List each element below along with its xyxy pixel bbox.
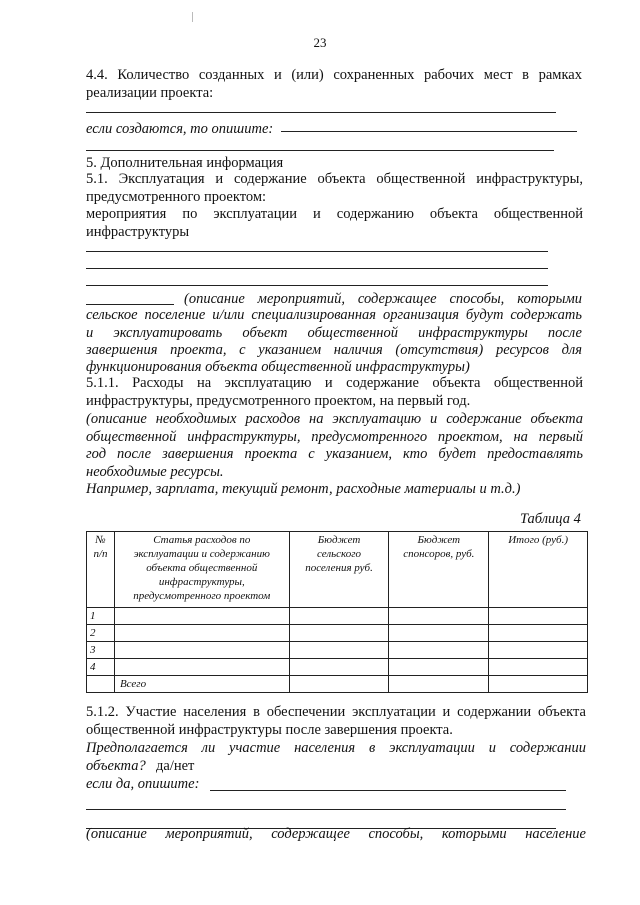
blank-line [281,131,577,132]
expenses-note-line2: общественной инфраструктуры, предусмотренного проектом, на первый [86,429,583,445]
cell-sponsors[interactable] [389,608,489,625]
scan-artifact-line [192,12,193,22]
cell-budget[interactable] [289,659,389,676]
header-expense-item [114,532,289,608]
cell-budget[interactable] [289,642,389,659]
header-sponsors-budget [389,532,489,608]
description-line2: сельское поселение и/или специализированная организация будут содержать [86,307,582,323]
blank-line [86,285,548,286]
blank-line [86,268,548,269]
participation-question-line2: объекта? [86,758,146,774]
table-row [87,659,588,676]
cell-total[interactable] [489,608,588,625]
cell-sponsors-total[interactable] [389,676,489,693]
blank-line [86,251,548,252]
header-item-line5: предусмотренного проектом [133,590,271,602]
participation-question-line1: Предполагается ли участие населения в эксплуатации и содержании [86,740,586,756]
section-5-1-1-line1: 5.1.1. Расходы на эксплуатацию и содержание объекта общественной [86,375,583,391]
blank-line [86,112,556,113]
total-label: Всего [114,676,289,693]
section-5-1-2-line2: общественной инфраструктуры после завершения проекта. [86,722,453,738]
section-5-1-1-line2: инфраструктуры, предусмотренного проектом, на первый год. [86,393,471,409]
table-row [87,625,588,642]
section-5-1-line1: 5.1. Эксплуатация и содержание объекта общественной инфраструктуры, [86,171,583,187]
row-number: 4 [87,659,115,676]
measures-line2: инфраструктуры [86,224,190,240]
cell-total[interactable] [489,625,588,642]
expenses-table [86,531,588,693]
header-total-label: Итого (руб.) [508,534,568,546]
header-item-line4: инфраструктуры, [158,576,245,588]
row-number: 1 [87,608,115,625]
blank-line [210,790,566,791]
section-5-1-line2: предусмотренного проектом: [86,189,267,205]
header-sponsors-line2: спонсоров, руб. [403,548,475,560]
if-created-label: если создаются, то опишите: [86,121,274,137]
participation-answer: да/нет [156,758,195,774]
cell-item[interactable] [114,608,289,625]
cell-sponsors[interactable] [389,642,489,659]
table-header-row [87,532,588,608]
header-number [87,532,115,608]
blank-line [86,150,554,151]
section-4-4-line2: реализации проекта: [86,85,214,101]
cell-budget-total[interactable] [289,676,389,693]
header-budget-line2: сельского [316,548,362,560]
cell-item[interactable] [114,625,289,642]
header-total [489,532,588,608]
cell-item[interactable] [114,659,289,676]
cell-budget[interactable] [289,625,389,642]
row-number-empty [87,676,115,693]
header-settlement-budget [289,532,389,608]
cell-sponsors[interactable] [389,625,489,642]
section-5-1-2-line1: 5.1.2. Участие населения в обеспечении эксплуатации и содержании объекта [86,704,586,720]
blank-line [86,304,174,305]
table-total-row [87,676,588,693]
expenses-example: Например, зарплата, текущий ремонт, расходные материалы и т.д.) [86,481,521,497]
cell-total[interactable] [489,659,588,676]
expenses-note-line4: необходимые ресурсы. [86,464,224,480]
header-budget-line1: Бюджет [317,534,361,546]
table-caption: Таблица 4 [520,511,581,527]
section-5-heading: 5. Дополнительная информация [86,155,284,171]
expenses-note-line3: год после завершения проекта с указанием, кто будет предоставлять [86,446,583,462]
description-line5: функционирования объекта общественной инфраструктуры) [86,359,470,375]
cell-total[interactable] [489,642,588,659]
description-line3: и эксплуатировать объект общественной инфраструктуры после [86,325,582,341]
table-row [87,608,588,625]
cell-budget[interactable] [289,608,389,625]
section-4-4-line1: 4.4. Количество созданных и (или) сохраненных рабочих мест в рамках [86,67,582,83]
cell-sponsors[interactable] [389,659,489,676]
description-line4: завершения проекта, с указанием наличия (отсутствия) ресурсов для [86,342,582,358]
expenses-note-line1: (описание необходимых расходов на эксплуатацию и содержание объекта [86,411,583,427]
header-item-line2: эксплуатации и содержанию [133,548,270,560]
page-number: 23 [313,35,327,50]
row-number: 3 [87,642,115,659]
blank-line [86,809,566,810]
cell-grand-total[interactable] [489,676,588,693]
table-row [87,642,588,659]
description-line1: (описание мероприятий, содержащее способы, которыми [184,291,582,307]
header-item-line3: объекта общественной [146,562,258,574]
header-sponsors-line1: Бюджет [417,534,461,546]
cell-item[interactable] [114,642,289,659]
if-yes-label: если да, опишите: [86,776,200,792]
measures-line1: мероприятия по эксплуатации и содержанию объекта общественной [86,206,583,222]
header-item-line1: Статья расходов по [153,534,251,546]
population-description-start: (описание мероприятий, содержащее способы, которыми население [86,826,586,842]
header-budget-line3: поселения руб. [305,562,373,574]
row-number: 2 [87,625,115,642]
header-number-line1: № [95,534,106,546]
header-number-line2: п/п [93,548,108,560]
